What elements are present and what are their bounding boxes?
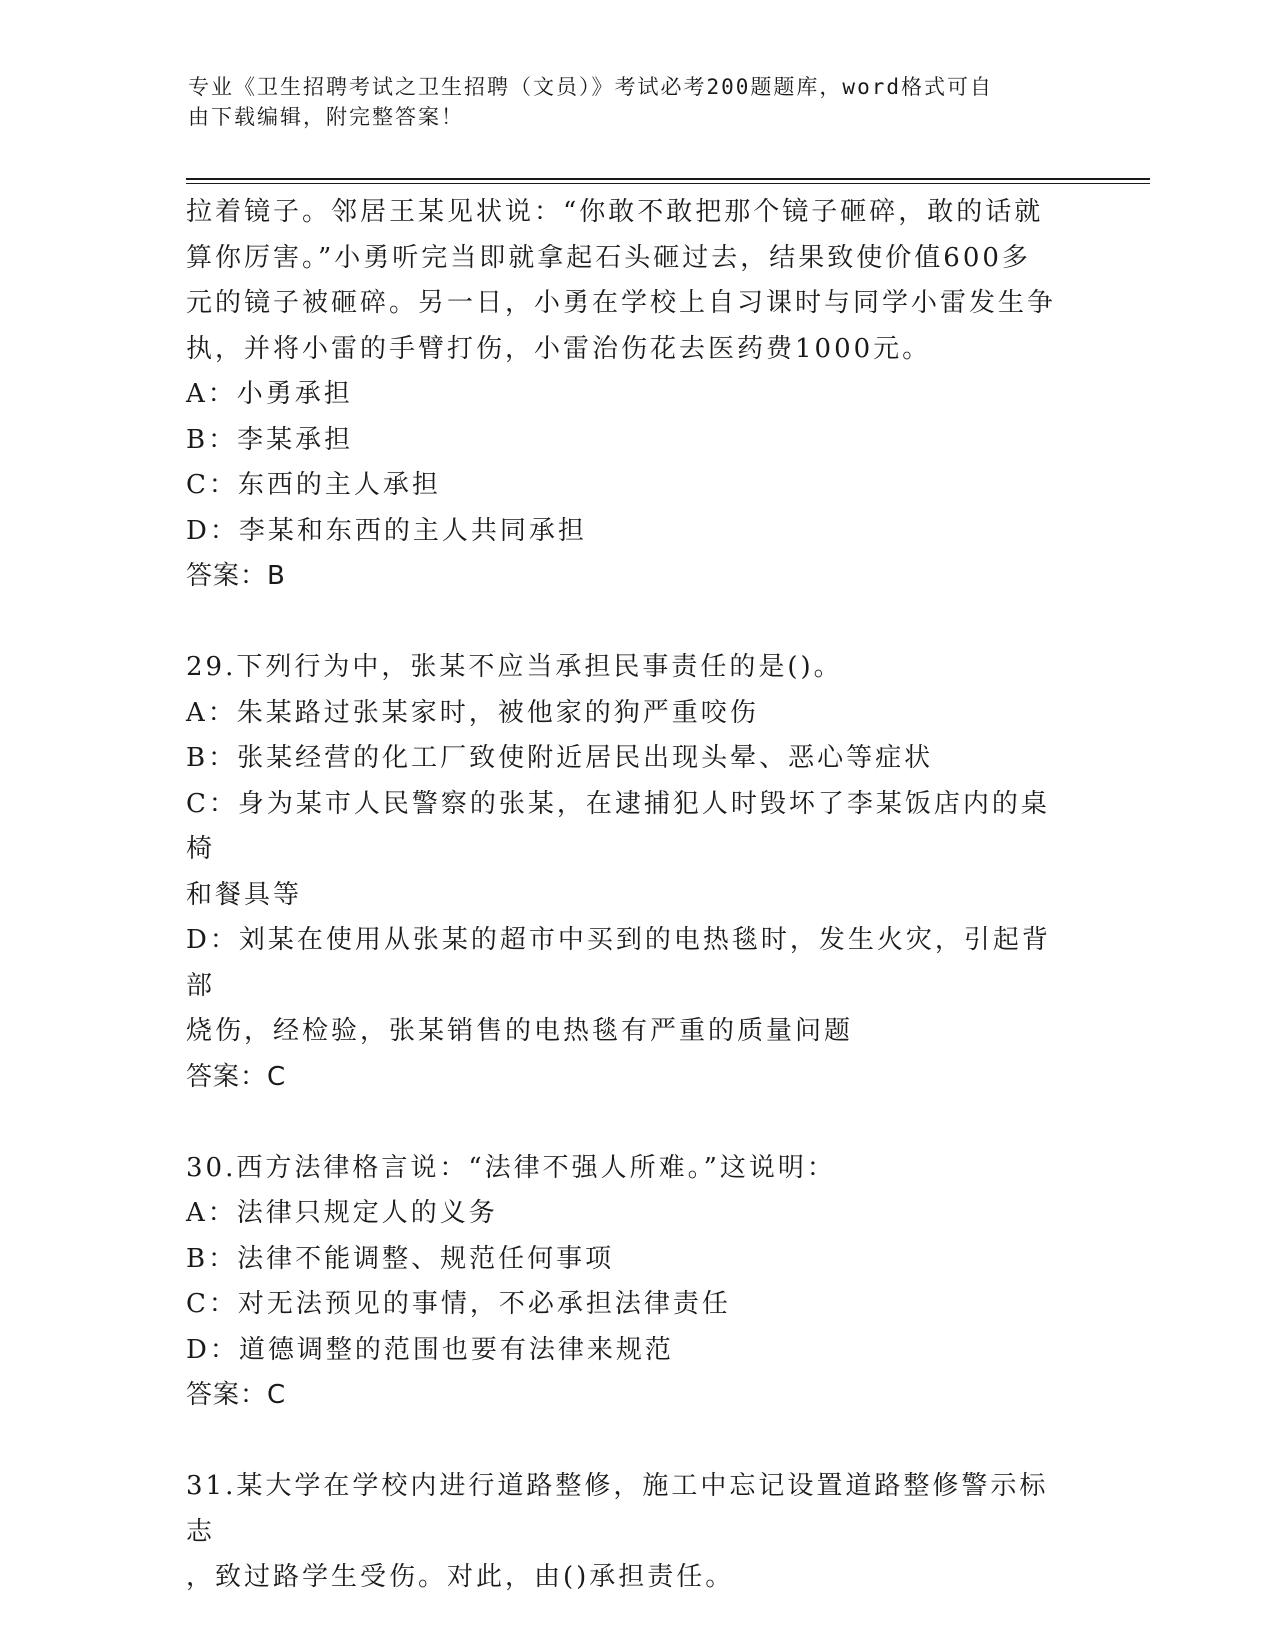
option-c: C：对无法预见的事情，不必承担法律责任	[186, 1289, 731, 1319]
question-text-line: 算你厉害。”小勇听完当即就拿起石头砸过去，结果致使价值600多	[186, 242, 1031, 273]
question-text-line: 执，并将小雷的手臂打伤，小雷治伤花去医药费1000元。	[186, 333, 932, 364]
option-a: A：朱某路过张某家时，被他家的狗严重咬伤	[186, 697, 759, 728]
question-title-continued: ，致过路学生受伤。对此，由()承担责任。	[186, 1562, 735, 1592]
answer-line: 答案：C	[186, 1061, 287, 1092]
option-b: B：李某承担	[186, 424, 354, 455]
header-rule-thick	[186, 178, 1150, 180]
question-block-30	[186, 1146, 1066, 1419]
option-a: A：小勇承担	[186, 379, 353, 409]
spacer	[186, 600, 1066, 646]
question-text-line: 元的镜子被砸碎。另一日，小勇在学校上自习课时与同学小雷发生争	[186, 288, 1057, 318]
option-b: B：张某经营的化工厂致使附近居民出现头晕、恶心等症状	[186, 743, 934, 773]
option-d: D：李某和东西的主人共同承担	[186, 515, 587, 546]
option-c: C：身为某市人民警察的张某，在逮捕犯人时毁坏了李某饭店内的桌椅	[186, 788, 1050, 864]
question-block-29	[186, 645, 1066, 1100]
question-title: 31.某大学在学校内进行道路整修，施工中忘记设置道路整修警示标志	[186, 1471, 1049, 1547]
option-b: B：法律不能调整、规范任何事项	[186, 1243, 615, 1274]
question-block-28	[186, 190, 1066, 600]
option-d: D：刘某在使用从张某的超市中买到的电热毯时，发生火灾，引起背部	[186, 925, 1051, 1001]
question-block-31	[186, 1464, 1066, 1601]
header-line-1: 专业《卫生招聘考试之卫生招聘（文员）》考试必考200题题库，word格式可自	[188, 75, 993, 99]
option-c: C：东西的主人承担	[186, 470, 441, 500]
question-title: 30.西方法律格言说：“法律不强人所难。”这说明：	[186, 1152, 836, 1183]
document-body	[186, 190, 1066, 1601]
header-rule-thin	[186, 183, 1150, 184]
spacer	[186, 1100, 1066, 1146]
question-title: 29.下列行为中，张某不应当承担民事责任的是()。	[186, 652, 843, 682]
document-header	[188, 72, 1068, 132]
option-a: A：法律只规定人的义务	[186, 1198, 498, 1228]
option-c-continued: 和餐具等	[186, 879, 303, 910]
answer-line: 答案：C	[186, 1380, 287, 1410]
option-d: D：道德调整的范围也要有法律来规范	[186, 1334, 674, 1365]
answer-line: 答案：B	[186, 561, 286, 591]
spacer	[186, 1419, 1066, 1465]
header-line-2: 由下载编辑，附完整答案！	[188, 105, 464, 129]
option-d-continued: 烧伤，经检验，张某销售的电热毯有严重的质量问题	[186, 1016, 854, 1046]
question-text-line: 拉着镜子。邻居王某见状说：“你敢不敢把那个镜子砸碎，敢的话就	[186, 197, 1044, 227]
